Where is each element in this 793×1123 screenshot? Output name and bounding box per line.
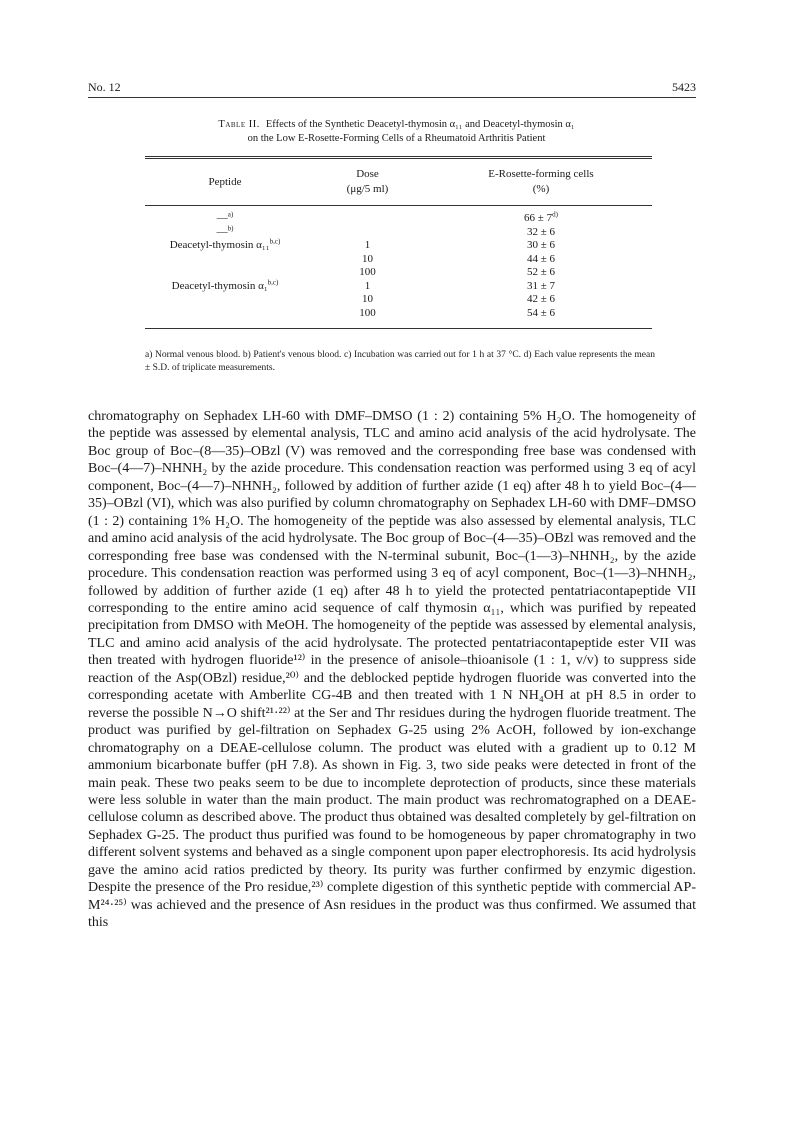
cell-peptide — [145, 277, 305, 294]
table-caption — [140, 118, 653, 146]
column-header-rosette-line-1: E-Rosette-forming cells — [488, 168, 594, 180]
cell-peptide-footnote-ref: b,c) — [267, 277, 279, 286]
cell-peptide-text: Deacetyl-thymosin α₁₁ — [169, 239, 270, 251]
cell-rosette-text: 42 ± 6 — [526, 293, 556, 305]
cell-dose: 10 — [362, 293, 373, 305]
cell-rosette-text: 31 ± 7 — [526, 279, 556, 292]
column-header-peptide: Peptide — [208, 176, 242, 188]
table-row — [145, 253, 652, 267]
cell-peptide-footnote-ref: b) — [227, 223, 234, 232]
cell-rosette — [430, 307, 652, 321]
cell-peptide-text: Deacetyl-thymosin α₁ — [171, 279, 268, 292]
table-header — [145, 159, 652, 205]
cell-rosette-text: 32 ± 6 — [526, 225, 556, 238]
cell-rosette-text: 66 ± 7 — [524, 212, 553, 224]
table-row — [145, 212, 652, 226]
cell-rosette — [430, 253, 652, 267]
cell-rosette — [430, 293, 652, 307]
running-header-journal-number: No. 12 — [88, 80, 121, 94]
column-header-dose-line-1: Dose — [356, 168, 379, 180]
table-row — [145, 307, 652, 321]
column-header-dose — [305, 167, 430, 197]
cell-peptide — [145, 223, 305, 240]
cell-rosette — [430, 266, 652, 280]
cell-rosette-footnote-ref: d) — [552, 210, 558, 219]
cell-dose: 1 — [364, 239, 371, 251]
table-row — [145, 266, 652, 280]
cell-peptide — [145, 239, 305, 253]
cell-rosette-text: 52 ± 6 — [526, 266, 556, 278]
cell-dose: 100 — [359, 266, 376, 278]
cell-dose: 10 — [362, 252, 373, 265]
body-paragraph: chromatography on Sephadex LH-60 with DMF–DMSO (1 : 2) containing 5% H₂O. The homogeneity of the peptide was assessed by elemental analysis, TLC and amino acid analysis of the acid hydrolysate. The Boc group of Boc–(8—35)–OBzl (V) was removed and the corresponding free base was condensed with Boc–(4—7)–NHNH₂ by the azide procedure. This condensation reaction was performed using 3 eq of acyl component, Boc–(4—7)–NHNH₂, followed by addition of further azide (1 eq) after 48 h to yield Boc–(4—35)–OBzl (VI), which was also purified by column chromatography on Sephadex LH-60 with DMF–DMSO (1 : 2) containing 1% H₂O. The homogeneity of the peptide was also assessed by elemental analysis, TLC and amino acid analysis of the acid hydrolysate. The Boc group of Boc–(4—35)–OBzl was removed and the corresponding free base was condensed with the N-terminal subunit, Boc–(1—3)–NHNH₂, by the azide procedure. This condensation reaction was performed using 3 eq of acyl component, Boc–(1—3)–NHNH₂, followed by addition of further azide (1 eq) after 48 h to yield the protected pentatriacontapeptide VII corresponding to the entire amino acid sequence of calf thymosin α₁₁, which was purified by repeated precipitation from DMSO with MeOH. The homogeneity of the peptide was assessed by elemental analysis, TLC and amino acid analysis of the acid hydrolysate. The protected pentatriacontapeptide ester VII was then treated with hydrogen fluoride¹²⁾ in the presence of anisole–thioanisole (1 : 1, v/v) to suppress side reaction of the Asp(OBzl) residue,²⁰⁾ and the deblocked peptide hydrogen fluoride was converted into the corresponding acetate with Amberlite CG-4B and then treated with 1 N NH₄OH at pH 8.5 in order to reverse the possible N→O shift²¹·²²⁾ at the Ser and Thr residues during the hydrogen fluoride treatment. The product was purified by gel-filtration on Sephadex G-25 using 2% AcOH, followed by ion-exchange chromatography on a DEAE-cellulose column. The product was eluted with a gradient up to 0.12 M ammonium bicarbonate buffer (pH 7.8). As shown in Fig. 3, two side peaks were detected in front of the main peak. These two peaks seem to be due to incomplete deprotection of products, since these materials were less soluble in water than the main product. The main product was rechromatographed on a DEAE-cellulose column as described above. The product thus obtained was desalted completely by gel-filtration on Sephadex G-25. The product thus purified was found to be homogeneous by paper chromatography in two different solvent systems and behaved as a single component upon paper electrophoresis. Its acid hydrolysis gave the amino acid ratios predicted by theory. Its purity was further confirmed by enzymic digestion. Despite the presence of the Pro residue,²³⁾ complete digestion of this synthetic peptide with commercial AP-M²⁴·²⁵⁾ was achieved and the presence of Asn residues in the product was thus confirmed. We assumed that this — [88, 409, 696, 931]
cell-dose: 100 — [359, 306, 376, 319]
table-caption-line-1: Effects of the Synthetic Deacetyl-thymosin α₁₁ and Deacetyl-thymosin α₁ — [265, 119, 575, 130]
cell-peptide — [145, 212, 305, 226]
cell-rosette-text: 44 ± 6 — [526, 252, 556, 265]
table-body — [145, 206, 652, 328]
cell-dose: 1 — [364, 279, 371, 292]
column-header-rosette — [430, 167, 652, 197]
cell-rosette — [430, 239, 652, 253]
cell-peptide-text: — — [216, 225, 228, 238]
cell-peptide-footnote-ref: b,c) — [269, 237, 281, 246]
table-row — [145, 239, 652, 253]
data-table — [145, 156, 652, 329]
cell-rosette — [430, 212, 652, 226]
table-bottom-rule — [145, 328, 652, 329]
table-caption-line-2: on the Low E-Rosette-Forming Cells of a Rheumatoid Arthritis Patient — [247, 133, 546, 144]
table-label: Table II. — [218, 119, 260, 130]
table-footnote: a) Normal venous blood. b) Patient's venous blood. c) Incubation was carried out for 1 h at 37 °C. d) Each value represents the mean ± S.D. of triplicate measurements. — [145, 350, 655, 373]
table-row — [145, 223, 652, 240]
cell-rosette-text: 30 ± 6 — [526, 239, 556, 251]
table-row — [145, 277, 652, 294]
table-row — [145, 293, 652, 307]
column-header-dose-line-2: (μg/5 ml) — [346, 183, 389, 195]
column-header-rosette-line-2: (%) — [532, 183, 550, 195]
page-number: 5423 — [672, 80, 696, 94]
cell-rosette — [430, 226, 652, 240]
cell-rosette-text: 54 ± 6 — [526, 306, 556, 319]
cell-rosette — [430, 280, 652, 294]
cell-peptide-text: — — [216, 212, 228, 224]
cell-peptide-footnote-ref: a) — [227, 210, 234, 219]
header-rule — [88, 97, 696, 98]
